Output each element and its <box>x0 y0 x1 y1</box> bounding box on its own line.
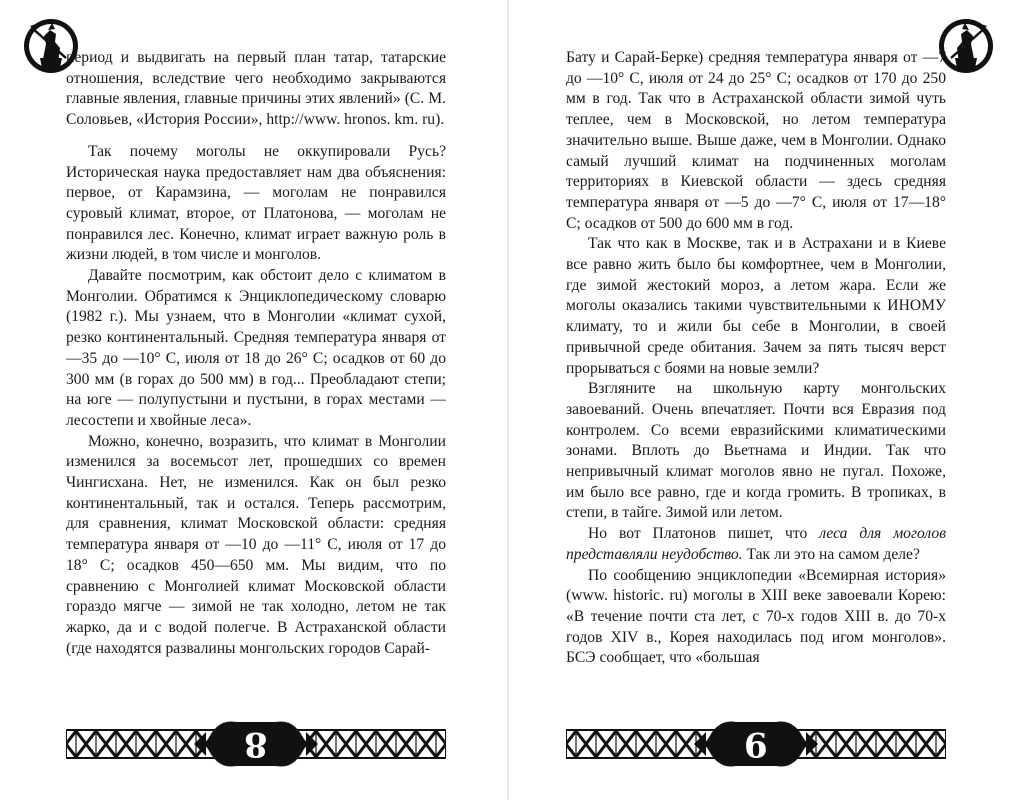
paragraph: По сообщению энциклопедии «Всемирная история» (www. historic. ru) моголы в XIII веке завоевали Корею: «В течение почти ста лет, с 70-х годов XIII в. до 70-х годов XIV в., Корея находилась под игом монголов». БСЭ сообщает, что «большая <box>566 566 946 667</box>
paragraph: Так почему моголы не оккупировали Русь? Историческая наука предоставляет нам два объяснения: первое, от Карамзина, — моголам не понравился суровый климат, второе, от Платонова, — моголам не понравился лес. Конечно, климат играет важную роль в жизни людей, в том числе и монголов. <box>66 142 446 264</box>
right-page <box>509 0 1017 800</box>
paragraph: период и выдвигать на первый план татар, татарские отношения, вследствие чего необходимо закрываются главные явления, главные причины этих явлений» (С. М. Соловьев, «История России», http://www. hronos. km. ru). <box>66 49 446 129</box>
paragraph-tail: Так ли это на самом деле? <box>746 545 920 563</box>
emphasized-quote: леса для моголов представляли неудобство. <box>566 525 946 563</box>
paragraph: Бату и Сарай-Берке) средняя температура января от —7 до —10° С, июля от 24 до 25° С; осадков от 170 до 250 мм в год. Так что в Астраханской области зимой чуть теплее, чем в Московской, но летом температура значительно выше. Выше даже, чем в Монголии. Однако самый лучший климат на подчиненных моголам территориях в Киевской области — здесь средняя температура января от —5 до —7° С, июля от 17—18° С; осадков от 500 до 600 мм в год. <box>566 49 946 232</box>
paragraph: Так что как в Москве, так и в Астрахани и в Киеве все равно жить было бы комфортнее, чем в Монголии, где зимой жестокий мороз, а летом жара. Если же моголы оказались такими чувствительными к ИНОМУ климату, то и жили бы себе в Монголии, в своей привычной среде обитания. Зачем за пять тысяч верст прорываться с боями на новые земли? <box>566 235 946 377</box>
page-number: 9 <box>744 724 768 764</box>
paragraph-lead: Но вот Платонов пишет, что <box>588 525 808 543</box>
paragraph: Можно, конечно, возразить, что климат в Монголии изменился за восемьсот лет, прошедших со времен Чингисхана. Нет, не изменился. Как он был резко континентальный, так и остался. Теперь рассмотрим, для сравнения, климат Московской области: средняя температура января от —10 до —11° С, июля от 17 до 18° С; осадков 450—650 мм. Мы видим, что по сравнению с Монголией климат Московской области гораздо мягче — зимой не так холодно, летом не так жарко, да и с водой полегче. В Астраханской области (где находятся развалины монгольских городов Сарай- <box>66 432 446 657</box>
left-page-text <box>66 48 446 659</box>
paragraph: Давайте посмотрим, как обстоит дело с климатом в Монголии. Обратимся к Энциклопедическому словарю (1982 г.). Мы узнаем, что в Монголии «климат сухой, резко континентальный. Средняя температура января от —35 до —10° С, июля от 18 до 26° С; осадков от 60 до 300 мм (в горах до 500 мм) в год... Преобладают степи; на юге — полупустыни и пустыни, в горах местами — лесостепи и хвойные леса». <box>66 267 446 429</box>
paragraph-with-emphasis <box>566 524 946 565</box>
right-page-text <box>566 48 946 669</box>
paragraph: Взгляните на школьную карту монгольских завоеваний. Очень впечатляет. Почти вся Евразия под контролем. Со всеми евразийскими климатическими зонами. Вплоть до Вьетнама и Индии. Так что непривычный климат моголов явно не пугал. Похоже, им было все равно, где и когда громить. В тропиках, в степи, в тайге. Зимой или летом. <box>566 380 946 522</box>
page-number: 8 <box>244 724 268 764</box>
left-page <box>0 0 508 800</box>
